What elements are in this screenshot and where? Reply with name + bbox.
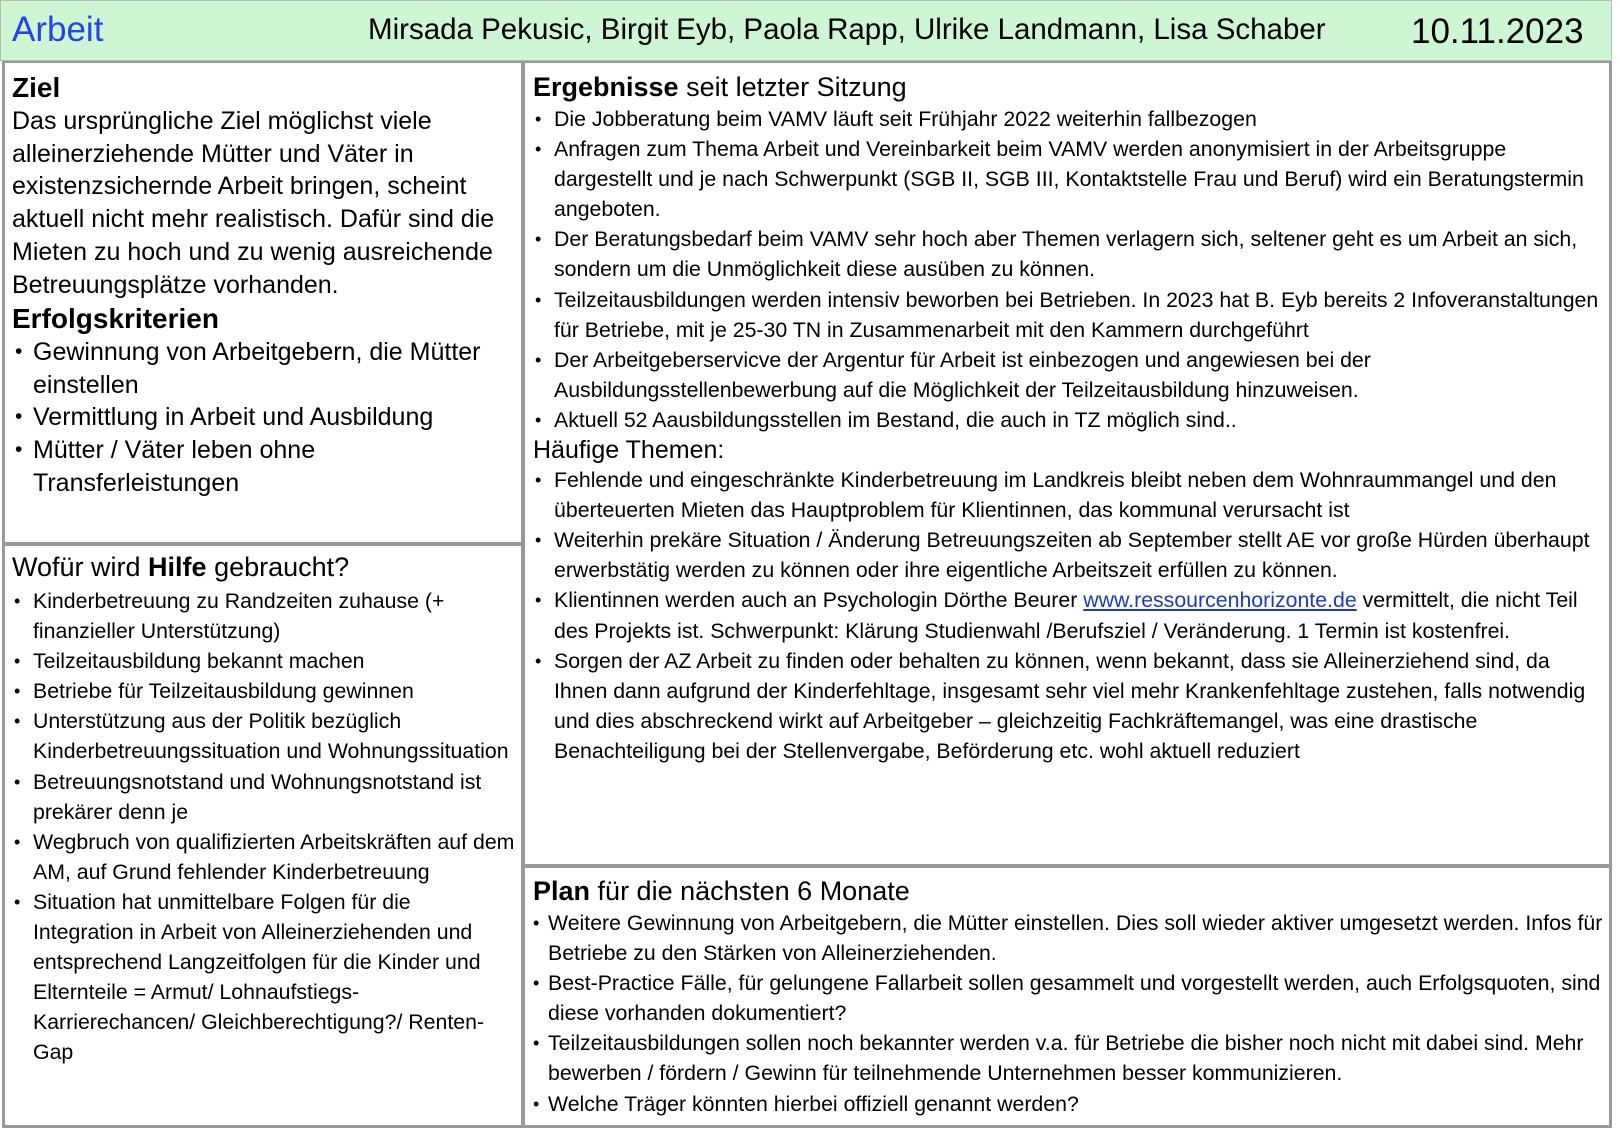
list-item: • Vermittlung in Arbeit und Ausbildung	[12, 401, 517, 434]
list-item: • Der Beratungsbedarf beim VAMV sehr hoch aber Themen verlagern sich, seltener geht es um Arbeit an sich, sondern um die Unmöglichkeit diese ausüben zu können.	[533, 224, 1605, 284]
list-item: • Teilzeitausbildungen werden intensiv beworben bei Betrieben. In 2023 hat B. Eyb bereits 2 Infoveranstaltungen für Betriebe, mit je 25-30 TN in Zusammenarbeit mit den Kammern durchgeführt	[533, 285, 1605, 345]
list-item: • Unterstützung aus der Politik bezüglich Kinderbetreuungssituation und Wohnungssituation	[12, 706, 517, 766]
list-item: • Betreuungsnotstand und Wohnungsnotstand ist prekärer denn je	[12, 767, 517, 827]
page-title: Arbeit	[12, 10, 104, 49]
website-link[interactable]: www.ressourcenhorizonte.de	[1083, 588, 1357, 613]
themen-list	[533, 465, 1605, 766]
list-item: • Der Arbeitgeberservicve der Argentur für Arbeit ist einbezogen und angewiesen bei der Ausbildungsstellenbewerbung auf die Möglichkeit der Teilzeitausbildung hinzuweisen.	[533, 345, 1605, 405]
list-item: • Welche Träger könnten hierbei offiziell genannt werden?	[533, 1089, 1605, 1119]
list-item-text: Klientinnen werden auch an Psychologin Dörthe Beurer	[554, 588, 1078, 613]
heading-bold: Ergebnisse	[533, 72, 679, 102]
list-item	[533, 585, 1605, 645]
heading-bold: Hilfe	[148, 552, 207, 582]
list-item: • Wegbruch von qualifizierten Arbeitskräften auf dem AM, auf Grund fehlender Kinderbetreuung	[12, 827, 517, 887]
list-item: • Best-Practice Fälle, für gelungene Fallarbeit sollen gesammelt und vorgestellt werden, auch Erfolgsquoten, sind diese vorhanden dokumentiert?	[533, 968, 1605, 1028]
ergebnisse-panel	[522, 61, 1612, 867]
ziel-text: Das ursprüngliche Ziel möglichst viele alleinerziehende Mütter und Väter in existenzsichernde Arbeit bringen, scheint aktuell nicht mehr realistisch. Dafür sind die Mieten zu hoch und zu wenig ausreichende Betreuungsplätze vorhanden.	[12, 107, 495, 299]
list-item: • Situation hat unmittelbare Folgen für die Integration in Arbeit von Alleinerziehenden und entsprechend Langzeitfolgen für die Kinder und Elternteile = Armut/ Lohnaufstiegs- Karrierechancen/ Gleichberechtigung?/ Renten-Gap	[12, 887, 517, 1068]
hilfe-panel	[2, 543, 524, 1128]
hilfe-heading	[12, 550, 517, 584]
heading-text: für die nächsten 6 Monate	[597, 876, 910, 906]
plan-list	[533, 908, 1605, 1119]
plan-panel	[522, 865, 1612, 1128]
list-item: • Sorgen der AZ Arbeit zu finden oder behalten zu können, wenn bekannt, dass sie Alleinerziehend sind, da Ihnen dann aufgrund der Kinderfehltage, insgesamt sehr viel mehr Krankenfehltage zustehen, falls notwendig und dies abschreckend wirkt auf Arbeitgeber – gleichzeitig Fachkräftemangel, was eine drastische Benachteiligung bei der Stellenvergabe, Beförderung etc. wohl aktuell reduziert	[533, 646, 1605, 766]
themen-heading: Häufige Themen:	[533, 436, 725, 465]
list-item: • Die Jobberatung beim VAMV läuft seit Frühjahr 2022 weiterhin fallbezogen	[533, 104, 1605, 134]
list-item: • Fehlende und eingeschränkte Kinderbetreuung im Landkreis bleibt neben dem Wohnraummangel und den überteuerten Mieten das Hauptproblem für Klientinnen, das kommunal verursacht ist	[533, 465, 1605, 525]
criteria-heading: Erfolgskriterien	[12, 303, 219, 335]
ziel-panel	[2, 61, 524, 545]
ergebnisse-heading	[533, 70, 1605, 104]
list-item: • Mütter / Väter leben ohne Transferleistungen	[12, 434, 517, 499]
list-item: • Gewinnung von Arbeitgebern, die Mütter einstellen	[12, 336, 517, 401]
hilfe-list	[12, 586, 517, 1068]
list-item: • Weiterhin prekäre Situation / Änderung Betreuungszeiten ab September stellt AE vor große Hürden überhaupt erwerbstätig werden zu können oder ihre eigentliche Arbeitszeit erfüllen zu können.	[533, 525, 1605, 585]
list-item: • Betriebe für Teilzeitausbildung gewinnen	[12, 676, 517, 706]
criteria-list	[12, 336, 517, 499]
plan-heading	[533, 874, 1605, 908]
list-item: • Kinderbetreuung zu Randzeiten zuhause (+ finanzieller Unterstützung)	[12, 586, 517, 646]
date: 10.11.2023	[1411, 12, 1584, 51]
list-item: • Weitere Gewinnung von Arbeitgebern, die Mütter einstellen. Dies soll wieder aktiver umgesetzt werden. Infos für Betriebe zu den Stärken von Alleinerziehenden.	[533, 908, 1605, 968]
ergebnisse-list	[533, 104, 1605, 435]
list-item-text: vermittelt, die nicht Teil des Projekts ist. Schwerpunkt: Klärung Studienwahl /Berufsziel / Veränderung. 1 Termin ist kostenfrei.	[554, 588, 1578, 643]
ziel-heading: Ziel	[12, 72, 61, 103]
header-bar	[0, 0, 1612, 61]
list-item: • Teilzeitausbildungen sollen noch bekannter werden v.a. für Betriebe die bisher noch nicht mit dabei sind. Mehr bewerben / fördern / Gewinn für teilnehmende Unternehmen besser kommunizieren.	[533, 1028, 1605, 1088]
heading-text: gebraucht?	[214, 552, 350, 582]
list-item: • Anfragen zum Thema Arbeit und Vereinbarkeit beim VAMV werden anonymisiert in der Arbeitsgruppe dargestellt und je nach Schwerpunkt (SGB II, SGB III, Kontaktstelle Frau und Beruf) wird ein Beratungstermin angeboten.	[533, 134, 1605, 224]
heading-text: seit letzter Sitzung	[686, 72, 907, 102]
list-item: • Aktuell 52 Aausbildungsstellen im Bestand, die auch in TZ möglich sind..	[533, 405, 1605, 435]
heading-text: Wofür wird	[12, 552, 141, 582]
heading-bold: Plan	[533, 876, 591, 906]
list-item: • Teilzeitausbildung bekannt machen	[12, 646, 517, 676]
participants: Mirsada Pekusic, Birgit Eyb, Paola Rapp, Ulrike Landmann, Lisa Schaber	[368, 13, 1326, 46]
